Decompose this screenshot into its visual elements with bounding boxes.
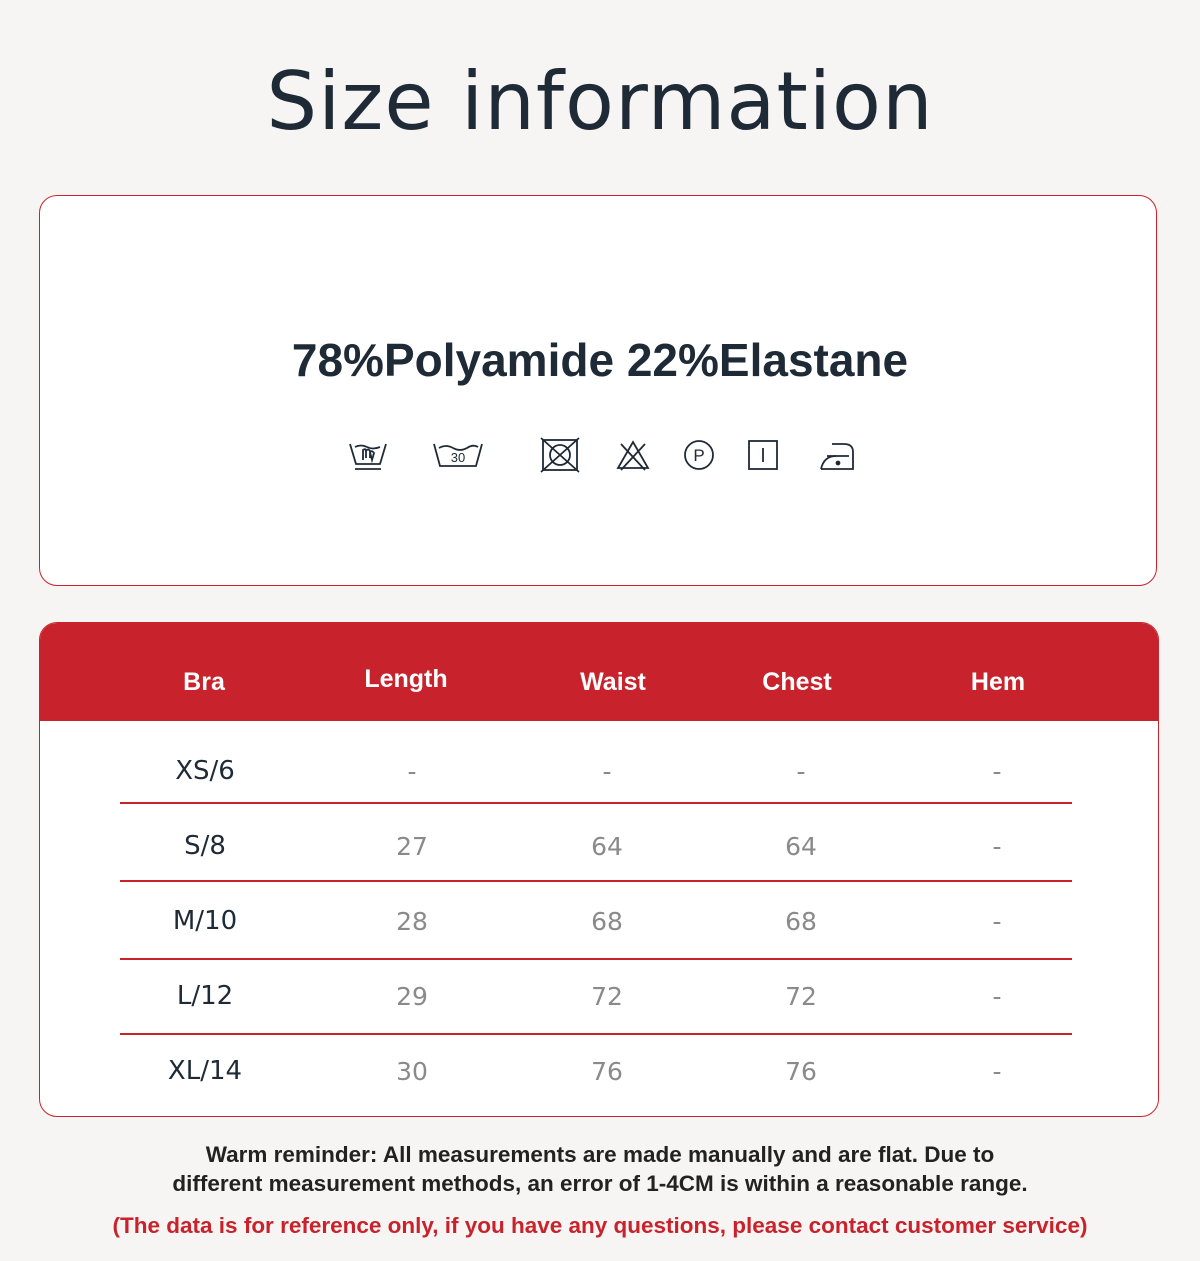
do-not-tumble-dry-icon bbox=[539, 436, 581, 476]
chest-cell: 72 bbox=[785, 982, 817, 1011]
length-cell: 30 bbox=[396, 1057, 428, 1086]
waist-cell: 72 bbox=[591, 982, 623, 1011]
chest-cell: - bbox=[796, 757, 806, 786]
hem-cell: - bbox=[992, 757, 1002, 786]
table-row bbox=[40, 734, 1158, 809]
row-divider bbox=[120, 802, 1072, 804]
dry-clean-p-icon bbox=[678, 436, 720, 476]
waist-cell: - bbox=[602, 757, 612, 786]
page-title: Size information bbox=[266, 55, 934, 148]
hem-cell: - bbox=[992, 907, 1002, 936]
length-cell: 28 bbox=[396, 907, 428, 936]
header-chest: Chest bbox=[762, 668, 832, 696]
table-row bbox=[40, 884, 1158, 959]
iron-low-icon bbox=[816, 436, 858, 476]
header-hem: Hem bbox=[970, 668, 1026, 696]
size-table-header bbox=[40, 623, 1158, 721]
reminder-line-1: Warm reminder: All measurements are made manually and are flat. Due to bbox=[205, 1142, 995, 1167]
size-cell: XL/14 bbox=[167, 1056, 243, 1086]
wash-30-icon bbox=[433, 436, 475, 476]
chest-cell: 76 bbox=[785, 1057, 817, 1086]
material-composition: 78%Polyamide 22%Elastane bbox=[291, 334, 909, 386]
size-cell: S/8 bbox=[184, 831, 226, 861]
size-table bbox=[39, 622, 1159, 1117]
chest-cell: 68 bbox=[785, 907, 817, 936]
table-row bbox=[40, 809, 1158, 884]
length-cell: - bbox=[407, 757, 417, 786]
size-cell: M/10 bbox=[172, 906, 238, 936]
hem-cell: - bbox=[992, 832, 1002, 861]
size-cell: XS/6 bbox=[175, 756, 235, 786]
hem-cell: - bbox=[992, 982, 1002, 1011]
size-cell: L/12 bbox=[176, 981, 234, 1011]
do-not-bleach-icon bbox=[612, 436, 654, 476]
length-cell: 29 bbox=[396, 982, 428, 1011]
header-length: Length bbox=[364, 665, 448, 693]
chest-cell: 64 bbox=[785, 832, 817, 861]
row-divider bbox=[120, 880, 1072, 882]
warm-reminder bbox=[0, 1140, 1200, 1198]
wash-temperature-label: 30 bbox=[450, 450, 466, 465]
material-card bbox=[39, 195, 1157, 586]
hem-cell: - bbox=[992, 1057, 1002, 1086]
header-waist: Waist bbox=[580, 668, 646, 696]
care-instructions bbox=[0, 436, 1200, 476]
table-row bbox=[40, 959, 1158, 1034]
waist-cell: 64 bbox=[591, 832, 623, 861]
waist-cell: 76 bbox=[591, 1057, 623, 1086]
header-bra: Bra bbox=[183, 668, 225, 696]
dry-clean-label: P bbox=[693, 446, 705, 465]
table-row bbox=[40, 1034, 1158, 1109]
reference-notice: (The data is for reference only, if you have any questions, please contact customer service) bbox=[112, 1213, 1088, 1238]
reminder-line-2: different measurement methods, an error of 1-4CM is within a reasonable range. bbox=[172, 1171, 1028, 1196]
hand-wash-icon bbox=[347, 436, 389, 476]
length-cell: 27 bbox=[396, 832, 428, 861]
waist-cell: 68 bbox=[591, 907, 623, 936]
line-dry-icon bbox=[742, 436, 784, 476]
